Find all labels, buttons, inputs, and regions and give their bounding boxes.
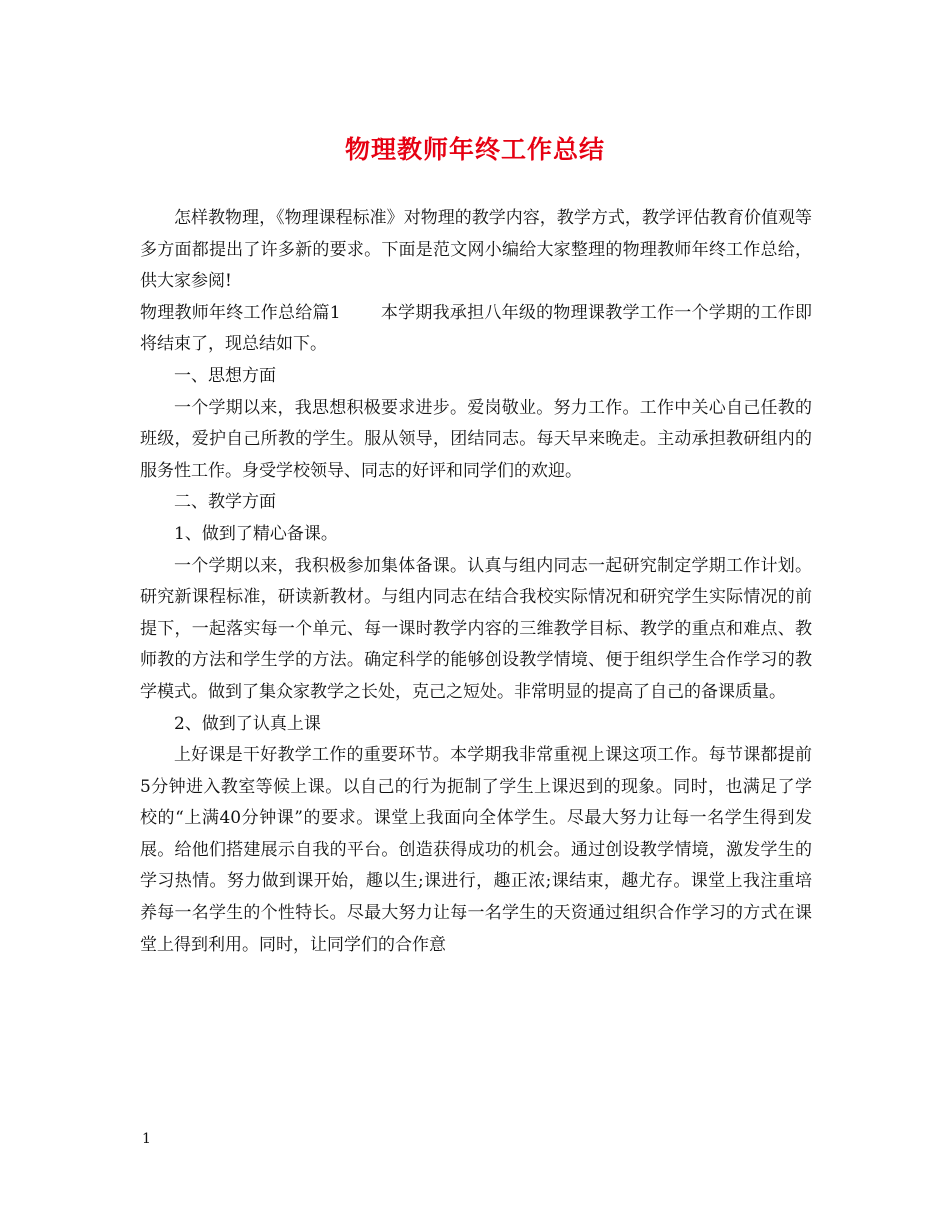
lessons-paragraph: 上好课是干好教学工作的重要环节。本学期我非常重视上课这项工作。每节课都提前5分钟进入教室等候上课。以自己的行为扼制了学生上课迟到的现象。同时，也满足了学校的“上满40分钟课”的要求。课堂上我面向全体学生。尽最大努力让每一名学生得到发展。给他们搭建展示自我的平台。创造获得成功的机会。通过创设教学情境，激发学生的学习热情。努力做到课开始，趣以生;课进行，趣正浓;课结束，趣尤存。课堂上我注重培养每一名学生的个性特长。尽最大努力让每一名学生的天资通过组织合作学习的方式在课堂上得到利用。同时，让同学们的合作意 — [140, 745, 812, 955]
thought-paragraph: 一个学期以来，我思想积极要求进步。爱岗敬业。努力工作。工作中关心自己任教的班级，爱护自己所教的学生。服从领导，团结同志。每天早来晚走。主动承担教研组内的服务性工作。身受学校领导、同志的好评和同学们的欢迎。 — [140, 397, 812, 481]
section-lead-paragraph — [140, 298, 812, 361]
document-body — [140, 203, 812, 961]
page-number: 1 — [142, 1131, 151, 1147]
subheading-preparation: 1、做到了精心备课。 — [174, 523, 338, 544]
preparation-paragraph: 一个学期以来，我积极参加集体备课。认真与组内同志一起研究制定学期工作计划。研究新课程标准，研读新教材。与组内同志在结合我校实际情况和研究学生实际情况的前提下，一起落实每一个单元、每一课时教学内容的三维教学目标、教学的重点和难点、教师教的方法和学生学的方法。确定科学的能够创设教学情境、便于组织学生合作学习的教学模式。做到了集众家教学之长处，克己之短处。非常明显的提高了自己的备课质量。 — [140, 555, 812, 702]
section-heading: 物理教师年终工作总给篇1 — [140, 302, 341, 323]
section-lead-text: 本学期我承担八年级的物理课教学工作一个学期的工作即将结束了，现总结如下。 — [140, 302, 812, 355]
heading-teaching: 二、教学方面 — [174, 492, 276, 513]
document-title: 物理教师年终工作总结 — [344, 135, 605, 164]
heading-thought: 一、思想方面 — [174, 365, 276, 386]
intro-paragraph: 怎样教物理，《物理课程标准》对物理的教学内容，教学方式，教学评估教育价值观等多方面都提出了许多新的要求。下面是范文网小编给大家整理的物理教师年终工作总给，供大家参阅! — [140, 208, 812, 292]
subheading-lessons: 2、做到了认真上课 — [174, 713, 321, 734]
